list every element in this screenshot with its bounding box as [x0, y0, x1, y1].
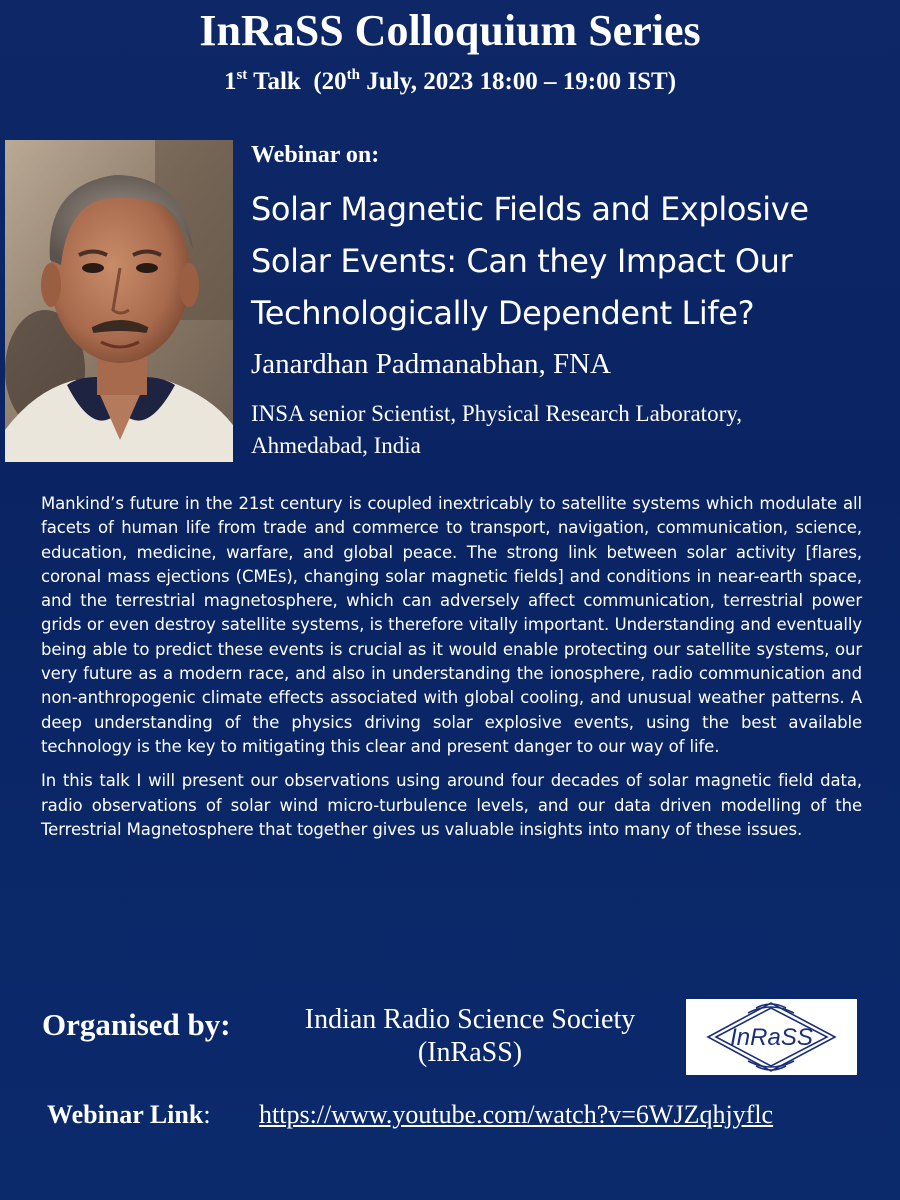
webinar-link-label-text: Webinar Link — [47, 1100, 204, 1129]
organiser-line-2: (InRaSS) — [417, 1037, 523, 1068]
header — [0, 4, 900, 97]
webinar-link[interactable]: https://www.youtube.com/watch?v=6WJZqhjyflc — [259, 1100, 774, 1129]
abstract-paragraph-2: In this talk I will present our observations using around four decades of solar magnetic field data, radio observations of solar wind micro-turbulence levels, and our data driven modelling of the Terrestrial Magnetosphere that together gives us valuable insights into many of these issues. — [41, 771, 862, 839]
affiliation-line-1: INSA senior Scientist, Physical Research Laboratory, — [251, 401, 742, 426]
date-day: 20 — [321, 68, 347, 95]
speaker-photo-image — [5, 140, 233, 462]
talk-word: Talk — [253, 68, 301, 95]
affiliation-line-2: Ahmedabad, India — [251, 433, 421, 458]
series-title: InRaSS Colloquium Series — [199, 6, 701, 55]
organised-by-label: Organised by: — [42, 1007, 231, 1042]
webinar-link-label — [47, 1098, 211, 1132]
speaker-name: Janardhan Padmanabhan, FNA — [251, 348, 611, 380]
speaker-photo — [5, 140, 233, 462]
talk-number: 1 — [223, 68, 237, 95]
webinar-link-colon: : — [203, 1100, 211, 1129]
logo-text: InRaSS — [730, 1024, 813, 1051]
talk-date-line: 1st Talk (20th July, 2023 18:00 – 19:00 IST) — [223, 67, 677, 95]
date-rest: July, 2023 18:00 – 19:00 IST) — [366, 68, 677, 95]
speaker-affiliation — [251, 398, 891, 462]
date-day-suffix: th — [346, 67, 361, 83]
webinar-label: Webinar on: — [251, 142, 380, 168]
inrass-logo-icon — [686, 999, 857, 1075]
abstract-paragraph-1: Mankind’s future in the 21st century is coupled inextricably to satellite systems which modulate all facets of human life from trade and commerce to transport, navigation, communication, science, education, medicine, warfare, and global peace. The strong link between solar activity [flares, coronal mass ejections (CMEs), changing solar magnetic fields] and conditions in near-earth space, and the terrestrial magnetosphere, which can adversely affect communication, terrestrial power grids or even destroy satellite systems, is therefore vitally important. Understanding and eventually being able to predict these events is crucial as it would enable protecting our satellite systems, our very future as a modern race, and also in understanding the ionosphere, radio communication and non-anthropogenic climate effects associated with global cooling, and unusual weather patterns. A deep understanding of the physics driving solar explosive events, using the best available technology is the key to mitigating this clear and present danger to our way of life. — [41, 494, 862, 756]
abstract — [41, 492, 862, 852]
talk-title: Solar Magnetic Fields and Explosive Solar Events: Can they Impact Our Technologically Dependent Life? — [251, 190, 809, 332]
talk-number-suffix: st — [236, 67, 248, 83]
organiser-name — [280, 1003, 660, 1069]
talk-info — [251, 140, 891, 462]
organiser-line-1: Indian Radio Science Society — [304, 1004, 636, 1035]
